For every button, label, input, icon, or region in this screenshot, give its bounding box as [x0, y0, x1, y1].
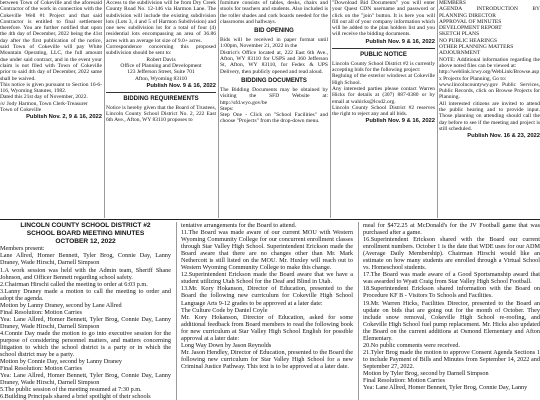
- minutes-subtitle: SCHOOL BOARD MEETING MINUTES: [26, 229, 145, 237]
- notice-org: Town of Cokeville: [0, 107, 42, 114]
- minutes-item: 5.The public session of the meeting resumed at 7:30 p.m.: [0, 386, 142, 394]
- agenda-item: APPROVAL OF MINUTES: [439, 18, 502, 25]
- minutes-column-1: [0, 222, 171, 400]
- publish-dates: Publish Nov. 16 & 23, 2022: [467, 133, 540, 140]
- notice-body: This notice is given pursuant to Section 16-6-116, Wyoming Statutes, 1982.: [0, 81, 102, 95]
- contact-city: Afton, Wyoming 83110: [134, 75, 188, 82]
- notice-body: between Town of Cokeville and the aforesaid Contractor of the work in connection with the Cokeville Well #1 Project and that said Contractor is entitled to final settlement therefore. You are further notified that upon the 4th day of December, 2022 being the 41st day after the first publication of the notice, said Town of Cokeville will pay White Mountain Operating, LLC, the full amount due under said contract, and in the event your claim is not filed with Town of Cokeville prior to said 4th day of December, 2022 same shall be waived.: [0, 0, 102, 82]
- minutes-item: Yea: Lane Allred, Homer Bennett, Tyler Brog, Connie Day, Lanny Draney, Wade Hirschi, Darnell Simpson: [0, 372, 171, 387]
- notice-column-4: [332, 0, 435, 218]
- minutes-item: 12.Superintendent Erickson made the Board aware that we have a student utilizing Utah School for the Deaf and Blind in Utah.: [181, 271, 353, 286]
- notice-column-5: [439, 0, 540, 218]
- notice-body: Access to the subdivision will be from Dry Creek County Road No. 12-146 via Harmon Lane. The subdivision will include the existing subdivision lots (Lots 3, 4 and 5 of Harmon Subdivision) and one new subdivision lot for a total of four (4) residential lots encompassing an area of 36.86 acres with an average lot size of 9.0+ acres.: [106, 0, 216, 44]
- minutes-item: 17.The Board was made aware of a Good Sportsmanship award that was awarded to Wyatt Craig from Star Valley High School Football.: [363, 271, 540, 286]
- notice-body: Lincoln County School District #2 is currently accepting bids for the following project:: [332, 60, 435, 74]
- publish-dates: Publish Nov. 9 & 16, 2022: [365, 118, 435, 125]
- column-rule: [437, 0, 438, 218]
- notice-body: The Bidding Documents may be obtained by visiting the SFD Website at: http://sfd.wyo.gov/be: [220, 86, 328, 106]
- minutes-item: 16.Superintendent Erickson shared with the Board our current enrollment numbers. October 1 is the date that WDE uses for our ADM (Average Daily Membership). Chairman Hirschi would like an estimate on how many students are enrolled through a Virtual School vs. Homeschool students.: [363, 236, 540, 272]
- agenda-item: MEMBERS: [439, 0, 466, 6]
- minutes-item: Members present:: [0, 245, 45, 253]
- minutes-item: Motion by Tyler Brog, second by Darnell Simpson: [363, 369, 489, 377]
- agenda-item: OTHER PLANNING MATTERS: [439, 44, 514, 51]
- minutes-item: 6.Building Principals shared a brief spotlight of their schools: [0, 393, 151, 400]
- publish-dates: Publish Nov. 9 & 16, 2022: [146, 82, 216, 89]
- minutes-item: 1.A work session was held with the Admin team, Sheriff Shane Johnson, and Officer Bennett regarding school safety.: [0, 266, 171, 281]
- notice-link: http://weblink.lcwy.org/WebLink/Browse.aspx Projects for Planning, Go to:: [439, 69, 540, 82]
- minutes-item: 13.Mr. Kory Hokanson, Director of Education, presented to the Board the following new curriculum for Cokeville High School Language Arts 9-12 grades to be approved at a later date:: [181, 285, 353, 307]
- minutes-item: Long Way Down by Jason Reynolds: [181, 341, 272, 349]
- section-divider: [0, 219, 540, 220]
- minutes-item: 21.Tyler Brog made the motion to approve Consent Agenda Sections 1 to include Payment of Bills and Minutes from September 14, 2022 and September 27, 2022.: [363, 348, 540, 370]
- notice-link: www.lincolncountywy.gov Public Services, Public Records, click on Browse Projects for Planning.: [439, 81, 540, 101]
- minutes-item: Motion by Lanny Draney, second by Lane Allred: [0, 301, 122, 309]
- notice-column-1: [0, 0, 102, 218]
- agenda-item: NO PUBLIC HEARINGS: [439, 37, 498, 44]
- minutes-item: 4.Connie Day made the motion to go into executive session for the purpose of considering personnel matters, and matters concerning litigation to which the school district is a party or in which the school district may be a party.: [0, 329, 171, 359]
- notice-body: Step One - Click on "School Facilities" and choose "Projects" from the drop-down menu.: [220, 112, 328, 125]
- minutes-item: Mr. Kory Hokanson, Director of Education, asked for some additional feedback from Board members to read the following book for new curriculum at Star Valley High School English for possible approval at a later date:: [181, 313, 353, 342]
- minutes-item: 19.Mr. Warren Hicks, Facilities Director, presented to the Board an update on bids that are going out for the month of October. They include snow removal, Cokeville High School re-roofing, and Cokeville High School fuel pump replacement. Mr. Hicks also updated the Board on the current additions at Osmond Elementary and Afton Elementary.: [363, 299, 540, 342]
- column-rule: [176, 222, 177, 400]
- minutes-item: Yea: Lane Allred, Homer Bennett, Tyler Brog, Connie Day, Lanny Draney, Wade Hirschi, Darnell Simpson: [0, 315, 171, 330]
- minutes-item: Mr. Jason Hendley, Director of Education, presented to the Board the following new curriculum for Star Valley High School for a new Criminal Justice Pathway. This text is to be approved at a later date.: [181, 348, 353, 370]
- notice-body: Regluing of the exterior windows at Cokeville High School.: [332, 73, 435, 86]
- notice-column-3: [220, 0, 328, 218]
- publish-dates: Publish Nov. 2, 9 & 16, 2022: [26, 114, 102, 121]
- minutes-date: OCTOBER 12, 2022: [55, 237, 116, 245]
- agenda-item: ADJOURNMENT: [439, 50, 481, 57]
- minutes-item: Motion by Connie Day, second by Lanny Draney: [0, 358, 122, 366]
- notice-heading: PUBLIC NOTICE: [360, 51, 407, 58]
- notice-divider: [106, 92, 216, 93]
- notice-body: furniture consists of tables, desks, chairs and stools for teachers and students. Also included is the roller shades and cork boards needed for the classrooms and hallways.: [220, 0, 328, 25]
- column-rule: [330, 0, 331, 218]
- publish-dates: Publish Nov. 9 & 16, 2022: [365, 38, 435, 45]
- notice-column-2: [106, 0, 216, 218]
- notice-body: Correspondence concerning this proposed subdivision should be sent to:: [106, 44, 216, 57]
- minutes-item: Yea: Lane Allred, Homer Bennett, Tyler Brog, Connie Day, Lanny: [363, 384, 528, 392]
- notice-body: Notice is hereby given that the Board of Trustees, Lincoln County School District No. 2, 222 East 6th Ave., Afton, WY 83110 proposes to: [106, 104, 216, 124]
- minutes-item: Final Resolution: Motion Carries: [0, 365, 82, 373]
- minutes-item: 2.Chairman Hirschi called the meeting to order at 6:03 p.m.: [0, 280, 148, 288]
- school-board-minutes: [0, 222, 540, 400]
- notice-body: District's Office located at, 222 East 6th Ave., Afton, WY 83110 for USPS and 360 Jefferson St, Afton, WY 83110, for Fedex & UPS Delivery, then publicly opened and read aloud.: [220, 49, 328, 75]
- minutes-title: LINCOLN COUNTY SCHOOL DISTRICT #2: [20, 222, 151, 229]
- minutes-item: tentative arrangements for the Board to attend.: [181, 222, 297, 229]
- minutes-item: 11.The Board was made aware of our current MOU with Western Wyoming Community College for our concurrent enrollment classes through Star Valley High School. Superintendent Erickson made the Board aware that there are no changes other than Mr. Mark Nethercott is still listed on the MOU. Mr. Huxley will reach out to Western Wyoming Community College to make this change.: [181, 229, 353, 272]
- column-rule: [218, 0, 219, 218]
- notice-body: Any interested parties please contact Warren Hicks for details at (307) 887-0380 or by email at wahicks@lcsd2.org.: [332, 85, 435, 105]
- agenda-item: AGENDA INTRODUCTION BY PLANNING DIRECTOR: [439, 6, 540, 19]
- contact-name: Robert Davis: [146, 56, 176, 63]
- notice-body: NOTE: Additional information regarding the above noted files can be viewed at:: [439, 56, 540, 69]
- notice-body: Steps:: [220, 105, 234, 112]
- notice-heading: BIDDING REQUIREMENTS: [123, 95, 199, 102]
- agenda-item: DEVELOPMENT REPORT: [439, 25, 502, 32]
- contact-office: Office of Planning and Development: [120, 62, 202, 69]
- minutes-item: Final Resolution: Motion Carries: [0, 308, 82, 316]
- notice-date: Dated this 21st day of November, 2022.: [0, 94, 88, 101]
- column-rule: [104, 0, 105, 218]
- notice-body: All interested citizens are invited to attend the public hearing and to provide input. Those planning on attending should call the day before to see if the meeting and project is still scheduled.: [439, 100, 540, 132]
- minutes-item: 20.No public comments were received.: [363, 341, 460, 349]
- minutes-column-3: [363, 222, 540, 400]
- notice-body: "Download Bid Documents" you will enter your Quest CDN username and password or click on the "join" button. It is here you will fill out all of your company information which will be added to the plan holders list and you will receive the bidding documents.: [332, 0, 435, 38]
- contact-address: 123 Jefferson Street, Suite 701: [127, 69, 195, 76]
- notice-divider: [332, 48, 435, 49]
- minutes-item: The Culture Code by Daniel Coyle: [181, 306, 268, 314]
- minutes-item: Final Resolution: Motion Carries: [363, 377, 445, 385]
- notice-heading: BID OPENING: [254, 28, 294, 35]
- notice-body: Bids will be received in paper format until 1:00pm, November 21, 2022 in the: [220, 37, 328, 50]
- minutes-item: 3.Lanny Draney made a motion to call the meeting to order and adopt the agenda.: [0, 287, 171, 302]
- minutes-column-2: [181, 222, 353, 400]
- minutes-item: meal for $472.25 at McDonald's for the JV Football game that was purchased after a game.: [363, 222, 540, 237]
- notice-heading: BIDDING DOCUMENTS: [241, 77, 307, 84]
- agenda-item: SKETCH PLANS: [439, 31, 480, 38]
- minutes-item: Lane Allred, Homer Bennett, Tyler Brog, Connie Day, Lanny Draney, Wade Hirschi, Darnell Simpson: [0, 252, 171, 267]
- notice-body: Lincoln County School District #2 reserves the right to reject any and all bids.: [332, 104, 435, 118]
- column-rule: [358, 222, 359, 400]
- minutes-item: 18.Superintendent Erickson shared information with the Board on Procedure KF B - Visitors To Schools and Facilities.: [363, 285, 540, 300]
- notice-signer: /s/ Jody Harmon, Town Clerk-Treasurer: [0, 100, 88, 107]
